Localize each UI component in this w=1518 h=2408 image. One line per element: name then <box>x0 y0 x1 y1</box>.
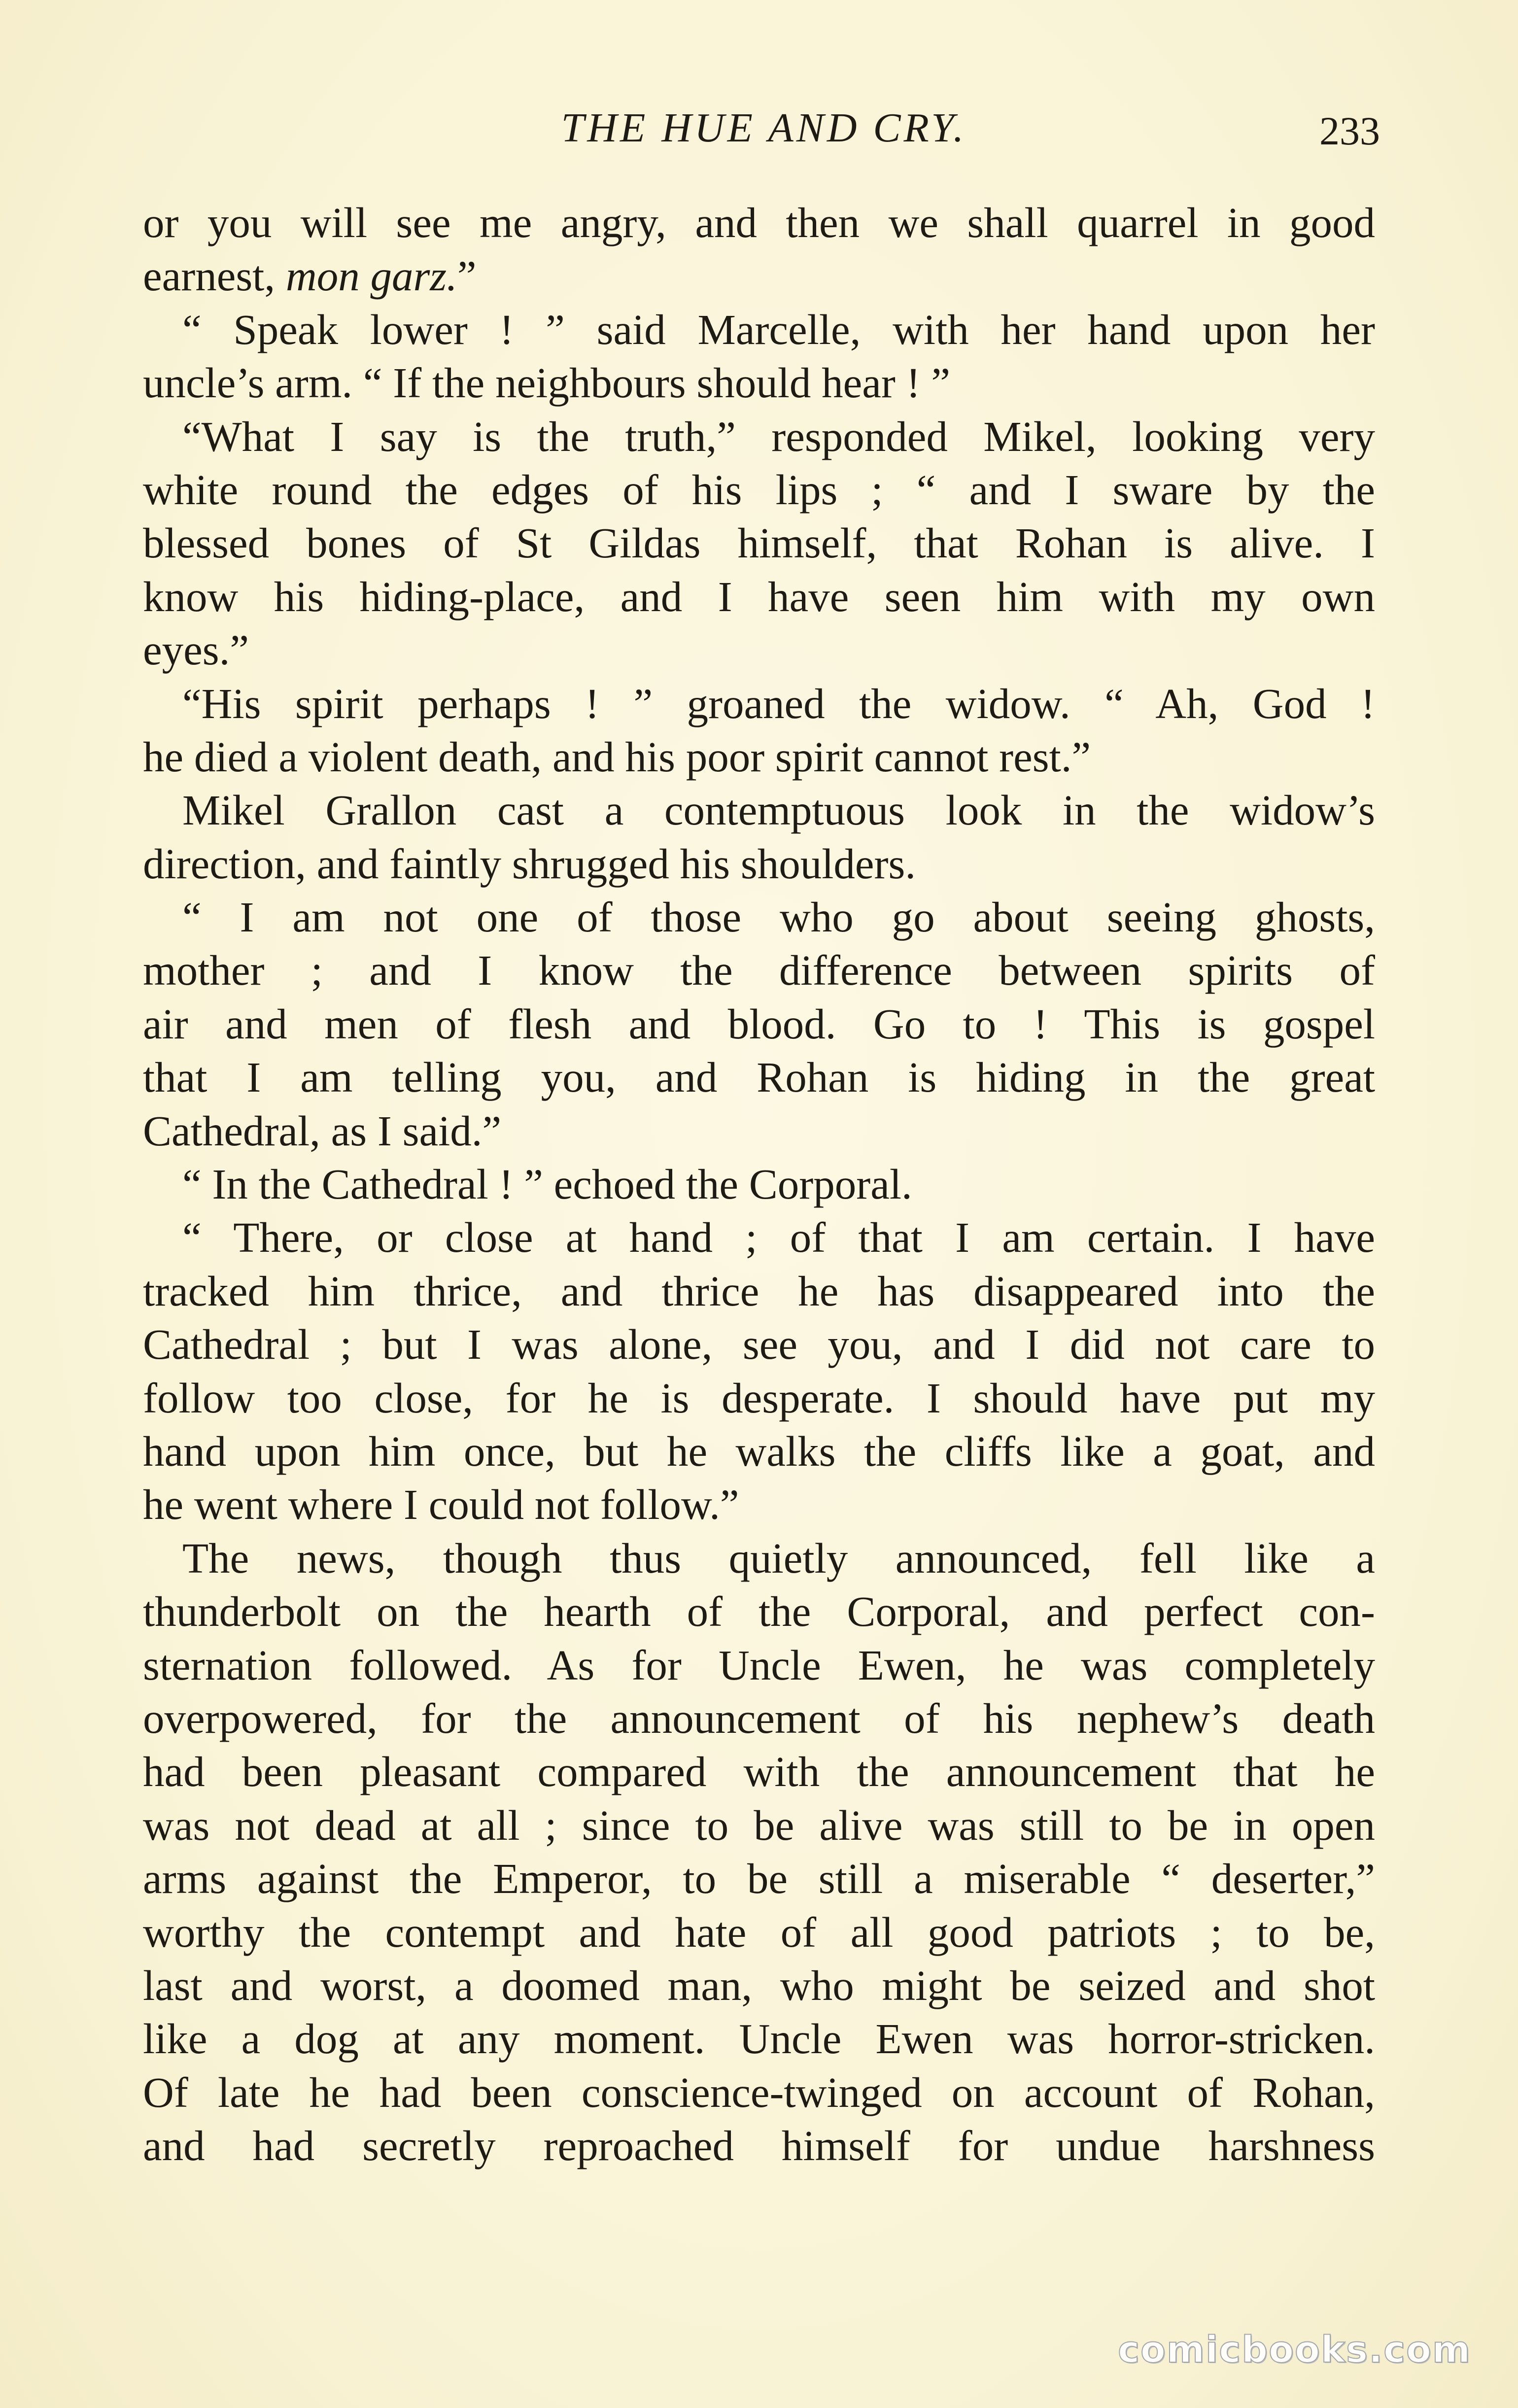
page-header <box>148 101 1380 160</box>
text-line: arms against the Emperor, to be still a miserable “ deserter,” <box>143 1855 1375 1903</box>
text-line: know his hiding-place, and I have seen him with my own <box>143 572 1375 620</box>
text-line: direction, and faintly shrugged his shoulders. <box>143 839 916 888</box>
text-line: tracked him thrice, and thrice he has disappeared into the <box>143 1267 1375 1315</box>
text-line: Of late he had been conscience-twinged on account of Rohan, <box>143 2068 1375 2116</box>
body-text <box>143 196 1375 2172</box>
text-line: “What I say is the truth,” responded Mikel, looking very <box>182 412 1375 460</box>
running-title: THE HUE AND CRY. <box>561 105 967 151</box>
text-segment: earnest, <box>143 252 286 300</box>
text-line: he died a violent death, and his poor spirit cannot rest.” <box>143 732 1091 781</box>
text-line: had been pleasant compared with the announcement that he <box>143 1748 1375 1796</box>
text-line: overpowered, for the announcement of his nephew’s death <box>143 1694 1375 1742</box>
text-line: last and worst, a doomed man, who might be seized and shot <box>143 1961 1375 2009</box>
text-line: “His spirit perhaps ! ” groaned the widow. “ Ah, God ! <box>182 679 1375 727</box>
italic-phrase: mon garz. <box>285 252 457 300</box>
text-line <box>143 249 1375 303</box>
text-line: mother ; and I know the difference between spirits of <box>143 946 1375 995</box>
text-line: thunderbolt on the hearth of the Corporal, and perfect con- <box>143 1587 1375 1636</box>
text-line: “ Speak lower ! ” said Marcelle, with her hand upon her <box>182 305 1375 353</box>
text-line: and had secretly reproached himself for undue harshness <box>143 2122 1375 2170</box>
text-line: blessed bones of St Gildas himself, that Rohan is alive. I <box>143 519 1375 567</box>
text-line: Cathedral ; but I was alone, see you, and I did not care to <box>143 1320 1375 1369</box>
text-line: Cathedral, as I said.” <box>143 1106 502 1155</box>
text-line: follow too close, for he is desperate. I should have put my <box>143 1374 1375 1422</box>
text-line: worthy the contempt and hate of all good patriots ; to be, <box>143 1908 1375 1956</box>
text-line: eyes.” <box>143 626 249 674</box>
page-number: 233 <box>1319 108 1380 153</box>
text-line: or you will see me angry, and then we shall quarrel in good <box>143 199 1375 246</box>
text-line: Mikel Grallon cast a contemptuous look in the widow’s <box>182 786 1375 834</box>
text-line: The news, though thus quietly announced, fell like a <box>182 1534 1375 1582</box>
text-line: “ There, or close at hand ; of that I am certain. I have <box>182 1213 1375 1262</box>
text-segment: ” <box>457 252 477 300</box>
text-line: “ I am not one of those who go about seeing ghosts, <box>182 893 1375 941</box>
text-line: air and men of flesh and blood. Go to ! This is gospel <box>143 999 1375 1048</box>
text-line: hand upon him once, but he walks the cliffs like a goat, and <box>143 1427 1375 1475</box>
text-line: he went where I could not follow.” <box>143 1480 739 1529</box>
text-line: like a dog at any moment. Uncle Ewen was horror-stricken. <box>143 2015 1375 2063</box>
text-line: white round the edges of his lips ; “ and I sware by the <box>143 465 1375 514</box>
text-line: uncle’s arm. “ If the neighbours should hear ! ” <box>143 359 950 407</box>
text-line: was not dead at all ; since to be alive was still to be in open <box>143 1801 1375 1849</box>
watermark-logo: comicbooks.com <box>1118 2329 1471 2371</box>
text-line: sternation followed. As for Uncle Ewen, he was completely <box>143 1641 1375 1689</box>
text-line: “ In the Cathedral ! ” echoed the Corporal. <box>182 1160 912 1208</box>
text-line: that I am telling you, and Rohan is hiding in the great <box>143 1053 1375 1101</box>
